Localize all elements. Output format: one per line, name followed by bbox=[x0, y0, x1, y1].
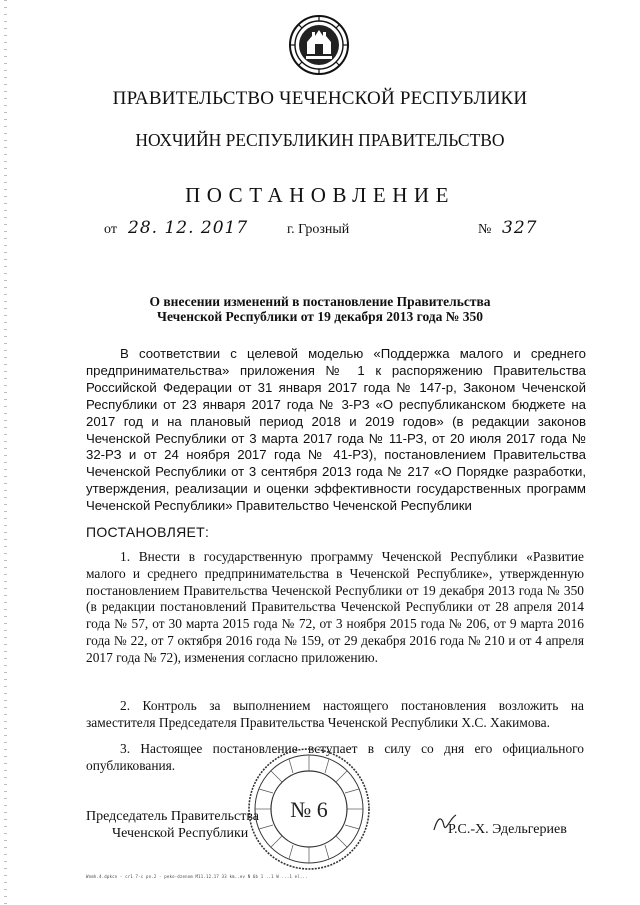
number-label: № bbox=[478, 222, 492, 237]
official-seal-stamp bbox=[245, 745, 373, 873]
subject-line-2: Чеченской Республики от 19 декабря 2013 года № 350 bbox=[157, 309, 483, 324]
number-handwritten: 327 bbox=[502, 218, 538, 238]
signatory-position-line-1: Председатель Правительства bbox=[86, 809, 259, 824]
city: г. Грозный bbox=[287, 222, 350, 237]
government-title-chechen: НОХЧИЙН РЕСПУБЛИКИН ПРАВИТЕЛЬСТВО bbox=[135, 130, 505, 150]
document-subject bbox=[80, 294, 560, 324]
government-title: ПРАВИТЕЛЬСТВО ЧЕЧЕНСКОЙ РЕСПУБЛИКИ bbox=[112, 88, 528, 109]
resolution-item-3: 3. Настоящее постановление вступает в силу со дня его официального опубликования. bbox=[86, 741, 584, 773]
coat-of-arms-icon bbox=[288, 14, 350, 76]
document-type: ПОСТАНОВЛЕНИЕ bbox=[185, 183, 455, 207]
resolution-item-2: 2. Контроль за выполнением настоящего постановления возложить на заместителя Председателя Правительства Чеченской Республики Х.С. Хакимова. bbox=[86, 698, 584, 730]
preamble-paragraph: В соответствии с целевой моделью «Поддержка малого и среднего предпринимательства» приложения № 1 к распоряжению Правительства Российской Федерации от 31 января 2017 года № 147-р, Законом Чеченской Республики от 23 января 2017 года № 3-РЗ «О республиканском бюджете на 2017 год и на плановый период 2018 и 2019 годов» (в редакции законов Чеченской Республики от 3 марта 2017 года № 11-РЗ, от 20 июля 2017 года № 32-РЗ и от 24 ноября 2017 года № 41-РЗ), постановлением Правительства Чеченской Республики от 3 сентября 2013 года № 217 «О Порядке разработки, утверждения, реализации и оценки эффективности государственных программ Чеченской Республики» Правительство Чеченской Республики bbox=[86, 346, 586, 514]
subject-line-1: О внесении изменений в постановление Правительства bbox=[149, 294, 491, 309]
signatory-position bbox=[86, 808, 259, 842]
resolution-item-1: 1. Внести в государственную программу Чеченской Республики «Развитие малого и среднего предпринимательства в Чеченской Республике», утвержденную постановлением Правительства Чеченской Республики от 19 декабря 2013 года № 350 (в редакции постановлений Правительства Чеченской Республики от 28 апреля 2014 года № 57, от 30 марта 2015 года № 72, от 3 ноября 2015 года № 206, от 9 марта 2016 года № 22, от 7 октября 2016 года № 159, от 29 декабря 2016 года № 210 и от 4 апреля 2017 года № 72), изменения согласно приложению. bbox=[86, 549, 584, 665]
stamp-number: № 6 bbox=[290, 797, 328, 822]
footer-file-reference: Wnmh.4.dpkcn - cr1 7-c pn.2 - peko-dzenom M11.12.17 33 km..ev N 6b 1 ..1 W ...1 el... bbox=[86, 874, 308, 879]
resolves-heading: ПОСТАНОВЛЯЕТ: bbox=[86, 524, 210, 540]
signatory-name: Р.С.-Х. Эдельгериев bbox=[448, 822, 567, 837]
date-handwritten: 28. 12. 2017 bbox=[128, 218, 249, 238]
date-prefix: от bbox=[104, 222, 117, 237]
signatory-position-line-2: Чеченской Республики bbox=[112, 826, 249, 841]
